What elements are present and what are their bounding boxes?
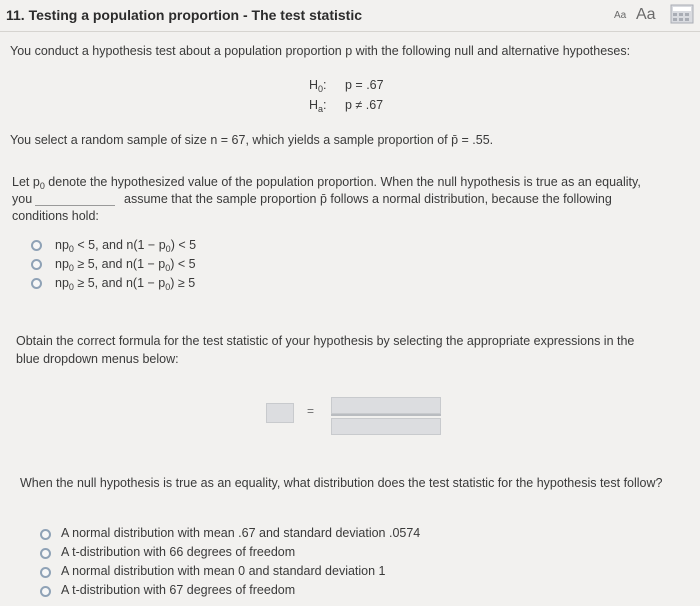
- decrease-font-button[interactable]: Aa: [614, 10, 627, 21]
- conditions-line-2: assume that the sample proportion p̄ follows a normal distribution, because the following: [124, 192, 612, 206]
- ha-statement: p ≠ .67: [345, 98, 384, 112]
- calculator-icon[interactable]: [670, 4, 694, 24]
- h0-label: $H_0$:: [309, 78, 327, 94]
- h0-statement: p = .67: [345, 78, 384, 92]
- distribution-option-2[interactable]: A t-distribution with 66 degrees of freedom: [61, 545, 296, 559]
- conditions-line-1: Let $p_0$ denote the hypothesized value of the population proportion. When the null hypothesis is true as an equality,: [12, 175, 641, 191]
- formula-instruction-1: Obtain the correct formula for the test statistic of your hypothesis by selecting the appropriate expressions in the: [16, 334, 635, 348]
- condition-option-1[interactable]: $np_0 < 5$, and $n(1 - p_0) < 5$: [55, 238, 197, 254]
- distribution-question: When the null hypothesis is true as an equality, what distribution does the test statistic for the hypothesis test follow?: [20, 476, 663, 490]
- ha-label: $H_a$:: [309, 98, 327, 114]
- condition-option-3[interactable]: $np_0 \ge 5$, and $n(1 - p_0) \ge 5$: [55, 276, 196, 292]
- question-title: 11. Testing a population proportion - The test statistic: [6, 7, 362, 23]
- formula-instruction-2: blue dropdown menus below:: [16, 352, 179, 366]
- distribution-option-3[interactable]: A normal distribution with mean 0 and standard deviation 1: [61, 564, 386, 578]
- denominator-dropdown[interactable]: [331, 418, 441, 435]
- fill-in-blank[interactable]: [35, 205, 115, 206]
- condition-option-2[interactable]: $np_0 \ge 5$, and $n(1 - p_0) < 5$: [55, 257, 196, 273]
- header-divider: [0, 31, 700, 32]
- distribution-option-3-radio[interactable]: [40, 567, 51, 578]
- intro-text: You conduct a hypothesis test about a population proportion p with the following null and alternative hypotheses:: [10, 44, 631, 58]
- test-statistic-dropdown[interactable]: [266, 403, 294, 423]
- increase-font-button[interactable]: Aa: [636, 6, 656, 23]
- distribution-option-4[interactable]: A t-distribution with 67 degrees of freedom: [61, 583, 296, 597]
- condition-option-3-radio[interactable]: [31, 278, 42, 289]
- distribution-option-1[interactable]: A normal distribution with mean .67 and standard deviation .0574: [61, 526, 421, 540]
- fraction-bar: [331, 414, 441, 416]
- equals-sign: =: [307, 404, 315, 418]
- distribution-option-1-radio[interactable]: [40, 529, 51, 540]
- numerator-dropdown[interactable]: [331, 397, 441, 414]
- distribution-option-4-radio[interactable]: [40, 586, 51, 597]
- conditions-line-3: conditions hold:: [12, 209, 99, 223]
- condition-option-2-radio[interactable]: [31, 259, 42, 270]
- conditions-line-2-prefix: you: [12, 192, 33, 206]
- distribution-option-2-radio[interactable]: [40, 548, 51, 559]
- condition-option-1-radio[interactable]: [31, 240, 42, 251]
- sample-text: You select a random sample of size n = 67, which yields a sample proportion of p̄ = .55.: [10, 133, 494, 147]
